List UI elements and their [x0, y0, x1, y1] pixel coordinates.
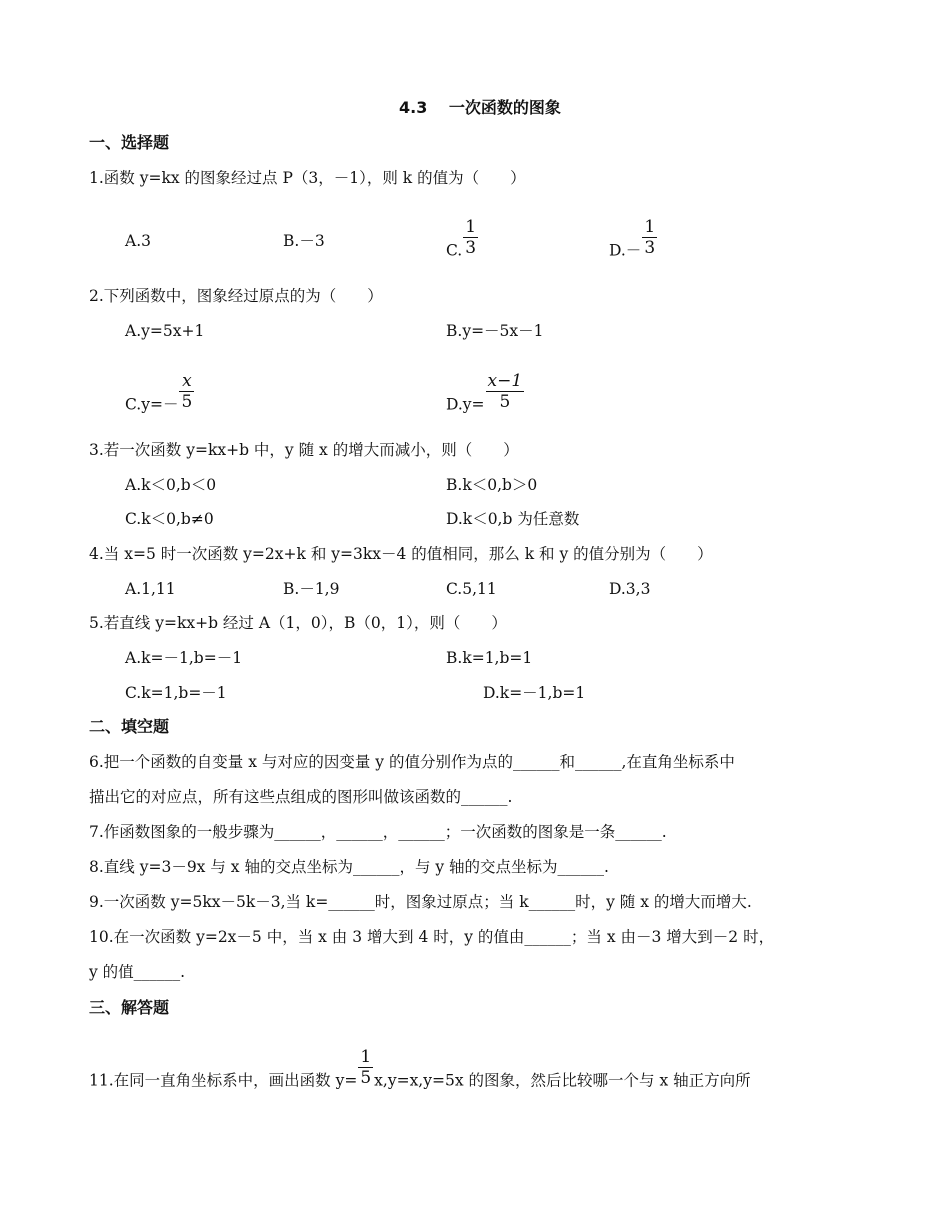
- q5-option-b: B.k=1,b=1: [446, 649, 533, 667]
- q2-option-d-prefix: D.y=: [446, 395, 485, 414]
- q11-fraction: [358, 1047, 373, 1088]
- q11-numerator: 1: [360, 1047, 372, 1067]
- q2-option-a: A.y=5x+1: [125, 322, 205, 340]
- question-10-line-1: 10.在一次函数 y=2x－5 中，当 x 由 3 增大到 4 时，y 的值由______；当 x 由－3 增大到－2 时，: [89, 928, 775, 946]
- q2-option-d-numerator: x−1: [487, 371, 523, 391]
- question-10-line-2: y 的值______.: [89, 963, 186, 981]
- section-heading-answer: 三、解答题: [89, 998, 170, 1017]
- section-heading-fill: 二、填空题: [89, 717, 170, 736]
- q1-option-c-denominator: 3: [465, 238, 477, 258]
- q1-option-c-fraction: [463, 217, 478, 258]
- q5-option-a: A.k=－1,b=－1: [125, 649, 243, 667]
- q4-option-d: D.3,3: [609, 580, 651, 598]
- q3-option-b: B.k＜0,b＞0: [446, 476, 538, 494]
- question-11-suffix: x,y=x,y=5x 的图象，然后比较哪一个与 x 轴正方向所: [374, 1071, 751, 1090]
- section-heading-choice: 一、选择题: [89, 133, 170, 152]
- q2-option-d-fraction: [486, 371, 525, 412]
- question-2-stem: 2.下列函数中，图象经过原点的为（ ）: [89, 287, 383, 305]
- q1-option-b: B.－3: [283, 232, 325, 250]
- q1-option-d-denominator: 3: [644, 238, 656, 258]
- q1-option-d-prefix: D.－: [609, 241, 642, 260]
- question-6-line-2: 描出它的对应点，所有这些点组成的图形叫做该函数的______.: [89, 788, 513, 806]
- q1-option-c-numerator: 1: [465, 217, 477, 237]
- question-4-stem: 4.当 x=5 时一次函数 y=2x+k 和 y=3kx－4 的值相同，那么 k 和 y 的值分别为（ ）: [89, 545, 713, 563]
- question-3-stem: 3.若一次函数 y=kx+b 中，y 随 x 的增大而减小，则（ ）: [89, 441, 519, 459]
- q2-option-d: [446, 371, 525, 426]
- q3-option-d: D.k＜0,b 为任意数: [446, 510, 580, 528]
- question-11: [89, 1047, 751, 1102]
- q1-option-c: [446, 217, 479, 272]
- q5-option-d: D.k=－1,b=1: [483, 684, 586, 702]
- q1-option-a: A.3: [125, 232, 151, 250]
- q4-option-b: B.－1,9: [283, 580, 340, 598]
- q2-option-c-numerator: x: [182, 371, 192, 391]
- q11-denominator: 5: [360, 1068, 372, 1088]
- q3-option-a: A.k＜0,b＜0: [125, 476, 217, 494]
- q2-option-c-denominator: 5: [181, 392, 193, 412]
- page-title: 4.3 一次函数的图象: [399, 98, 561, 117]
- question-7: 7.作函数图象的一般步骤为______，______，______；一次函数的图象是一条______.: [89, 823, 667, 841]
- question-1-stem: 1.函数 y=kx 的图象经过点 P（3，－1），则 k 的值为（ ）: [89, 169, 526, 187]
- question-11-prefix: 11.在同一直角坐标系中，画出函数 y=: [89, 1071, 358, 1090]
- q1-option-d-numerator: 1: [644, 217, 656, 237]
- q1-option-d: [609, 217, 658, 272]
- q4-option-a: A.1,11: [125, 580, 176, 598]
- q4-option-c: C.5,11: [446, 580, 497, 598]
- q2-option-c-fraction: [179, 371, 194, 412]
- q2-option-b: B.y=－5x－1: [446, 322, 544, 340]
- question-9: 9.一次函数 y=5kx－5k－3,当 k=______时，图象过原点；当 k______时，y 随 x 的增大而增大.: [89, 893, 752, 911]
- q1-option-c-prefix: C.: [446, 241, 463, 260]
- question-8: 8.直线 y=3－9x 与 x 轴的交点坐标为______，与 y 轴的交点坐标为______.: [89, 858, 609, 876]
- q1-option-d-fraction: [642, 217, 657, 258]
- q2-option-d-denominator: 5: [499, 392, 511, 412]
- q3-option-c: C.k＜0,b≠0: [125, 510, 214, 528]
- q2-option-c: [125, 371, 195, 426]
- question-6-line-1: 6.把一个函数的自变量 x 与对应的因变量 y 的值分别作为点的______和______,在直角坐标系中: [89, 753, 735, 771]
- q2-option-c-prefix: C.y=－: [125, 395, 179, 414]
- q5-option-c: C.k=1,b=－1: [125, 684, 227, 702]
- question-5-stem: 5.若直线 y=kx+b 经过 A（1，0），B（0，1），则（ ）: [89, 614, 507, 632]
